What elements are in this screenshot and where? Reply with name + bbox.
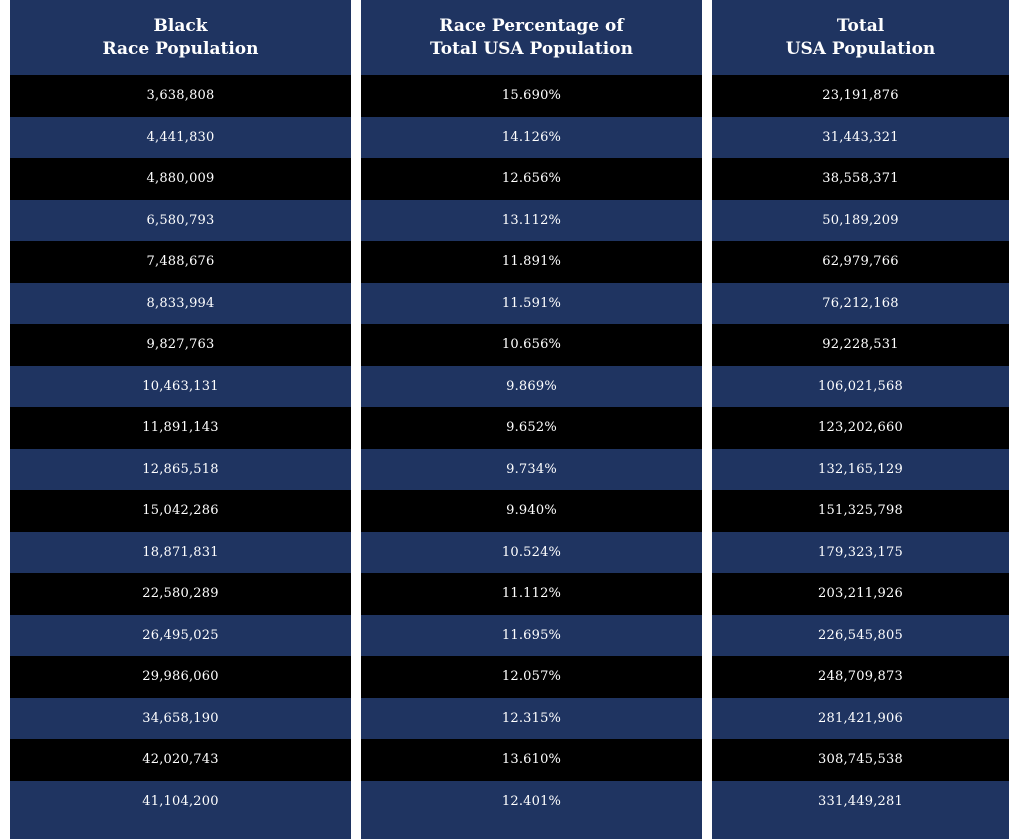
table-cell: 15.690% (361, 75, 702, 117)
table-cell: 151,325,798 (712, 490, 1009, 532)
table-cell: 92,228,531 (712, 324, 1009, 366)
table-cell: 3,638,808 (10, 75, 351, 117)
table-cell: 248,709,873 (712, 656, 1009, 698)
table-cell: 7,488,676 (10, 241, 351, 283)
table-cell: 29,986,060 (10, 656, 351, 698)
table-cell: 41,104,200 (10, 781, 351, 823)
table-cell: 13.610% (361, 739, 702, 781)
column-race-percentage (361, 0, 702, 839)
table-cell: 308,745,538 (712, 739, 1009, 781)
table-cell: 34,658,190 (10, 698, 351, 740)
table-cell: 11.695% (361, 615, 702, 657)
table-cell: 26,495,025 (10, 615, 351, 657)
table-cell: 106,021,568 (712, 366, 1009, 408)
column-header-black-population (10, 0, 351, 75)
header-line: Total USA Population (430, 38, 633, 59)
header-line: Race Population (102, 38, 259, 59)
table-cell: 18,871,831 (10, 532, 351, 574)
table-cell: 15,042,286 (10, 490, 351, 532)
table-cell: 11.591% (361, 283, 702, 325)
header-line: Race Percentage of (439, 15, 624, 36)
table-cell: 281,421,906 (712, 698, 1009, 740)
column-footer (10, 822, 351, 839)
table-cell: 11.112% (361, 573, 702, 615)
table-cell: 22,580,289 (10, 573, 351, 615)
table-cell: 4,880,009 (10, 158, 351, 200)
table-cell: 331,449,281 (712, 781, 1009, 823)
table-cell: 76,212,168 (712, 283, 1009, 325)
table-cell: 11,891,143 (10, 407, 351, 449)
table-cell: 23,191,876 (712, 75, 1009, 117)
table-cell: 12.656% (361, 158, 702, 200)
table-cell: 14.126% (361, 117, 702, 159)
header-line: Total (836, 15, 885, 36)
table-cell: 12.401% (361, 781, 702, 823)
table-cell: 4,441,830 (10, 117, 351, 159)
header-line: Black (153, 15, 208, 36)
column-header-race-percentage (361, 0, 702, 75)
column-header-total-population (712, 0, 1009, 75)
header-line: USA Population (785, 38, 936, 59)
table-cell: 50,189,209 (712, 200, 1009, 242)
table-cell: 12.315% (361, 698, 702, 740)
table-cell: 6,580,793 (10, 200, 351, 242)
table-cell: 13.112% (361, 200, 702, 242)
table-cell: 10,463,131 (10, 366, 351, 408)
table-cell: 10.656% (361, 324, 702, 366)
table-cell: 12,865,518 (10, 449, 351, 491)
column-footer (712, 822, 1009, 839)
table-cell: 9.869% (361, 366, 702, 408)
table-cell: 9,827,763 (10, 324, 351, 366)
table-cell: 12.057% (361, 656, 702, 698)
population-table (10, 0, 1009, 839)
table-cell: 132,165,129 (712, 449, 1009, 491)
table-cell: 9.940% (361, 490, 702, 532)
table-cell: 31,443,321 (712, 117, 1009, 159)
table-cell: 10.524% (361, 532, 702, 574)
table-cell: 203,211,926 (712, 573, 1009, 615)
table-cell: 38,558,371 (712, 158, 1009, 200)
column-total-population (712, 0, 1009, 839)
table-cell: 8,833,994 (10, 283, 351, 325)
table-cell: 11.891% (361, 241, 702, 283)
column-black-population (10, 0, 351, 839)
table-cell: 9.652% (361, 407, 702, 449)
column-footer (361, 822, 702, 839)
table-cell: 179,323,175 (712, 532, 1009, 574)
table-cell: 9.734% (361, 449, 702, 491)
table-cell: 123,202,660 (712, 407, 1009, 449)
table-cell: 62,979,766 (712, 241, 1009, 283)
table-cell: 226,545,805 (712, 615, 1009, 657)
table-cell: 42,020,743 (10, 739, 351, 781)
